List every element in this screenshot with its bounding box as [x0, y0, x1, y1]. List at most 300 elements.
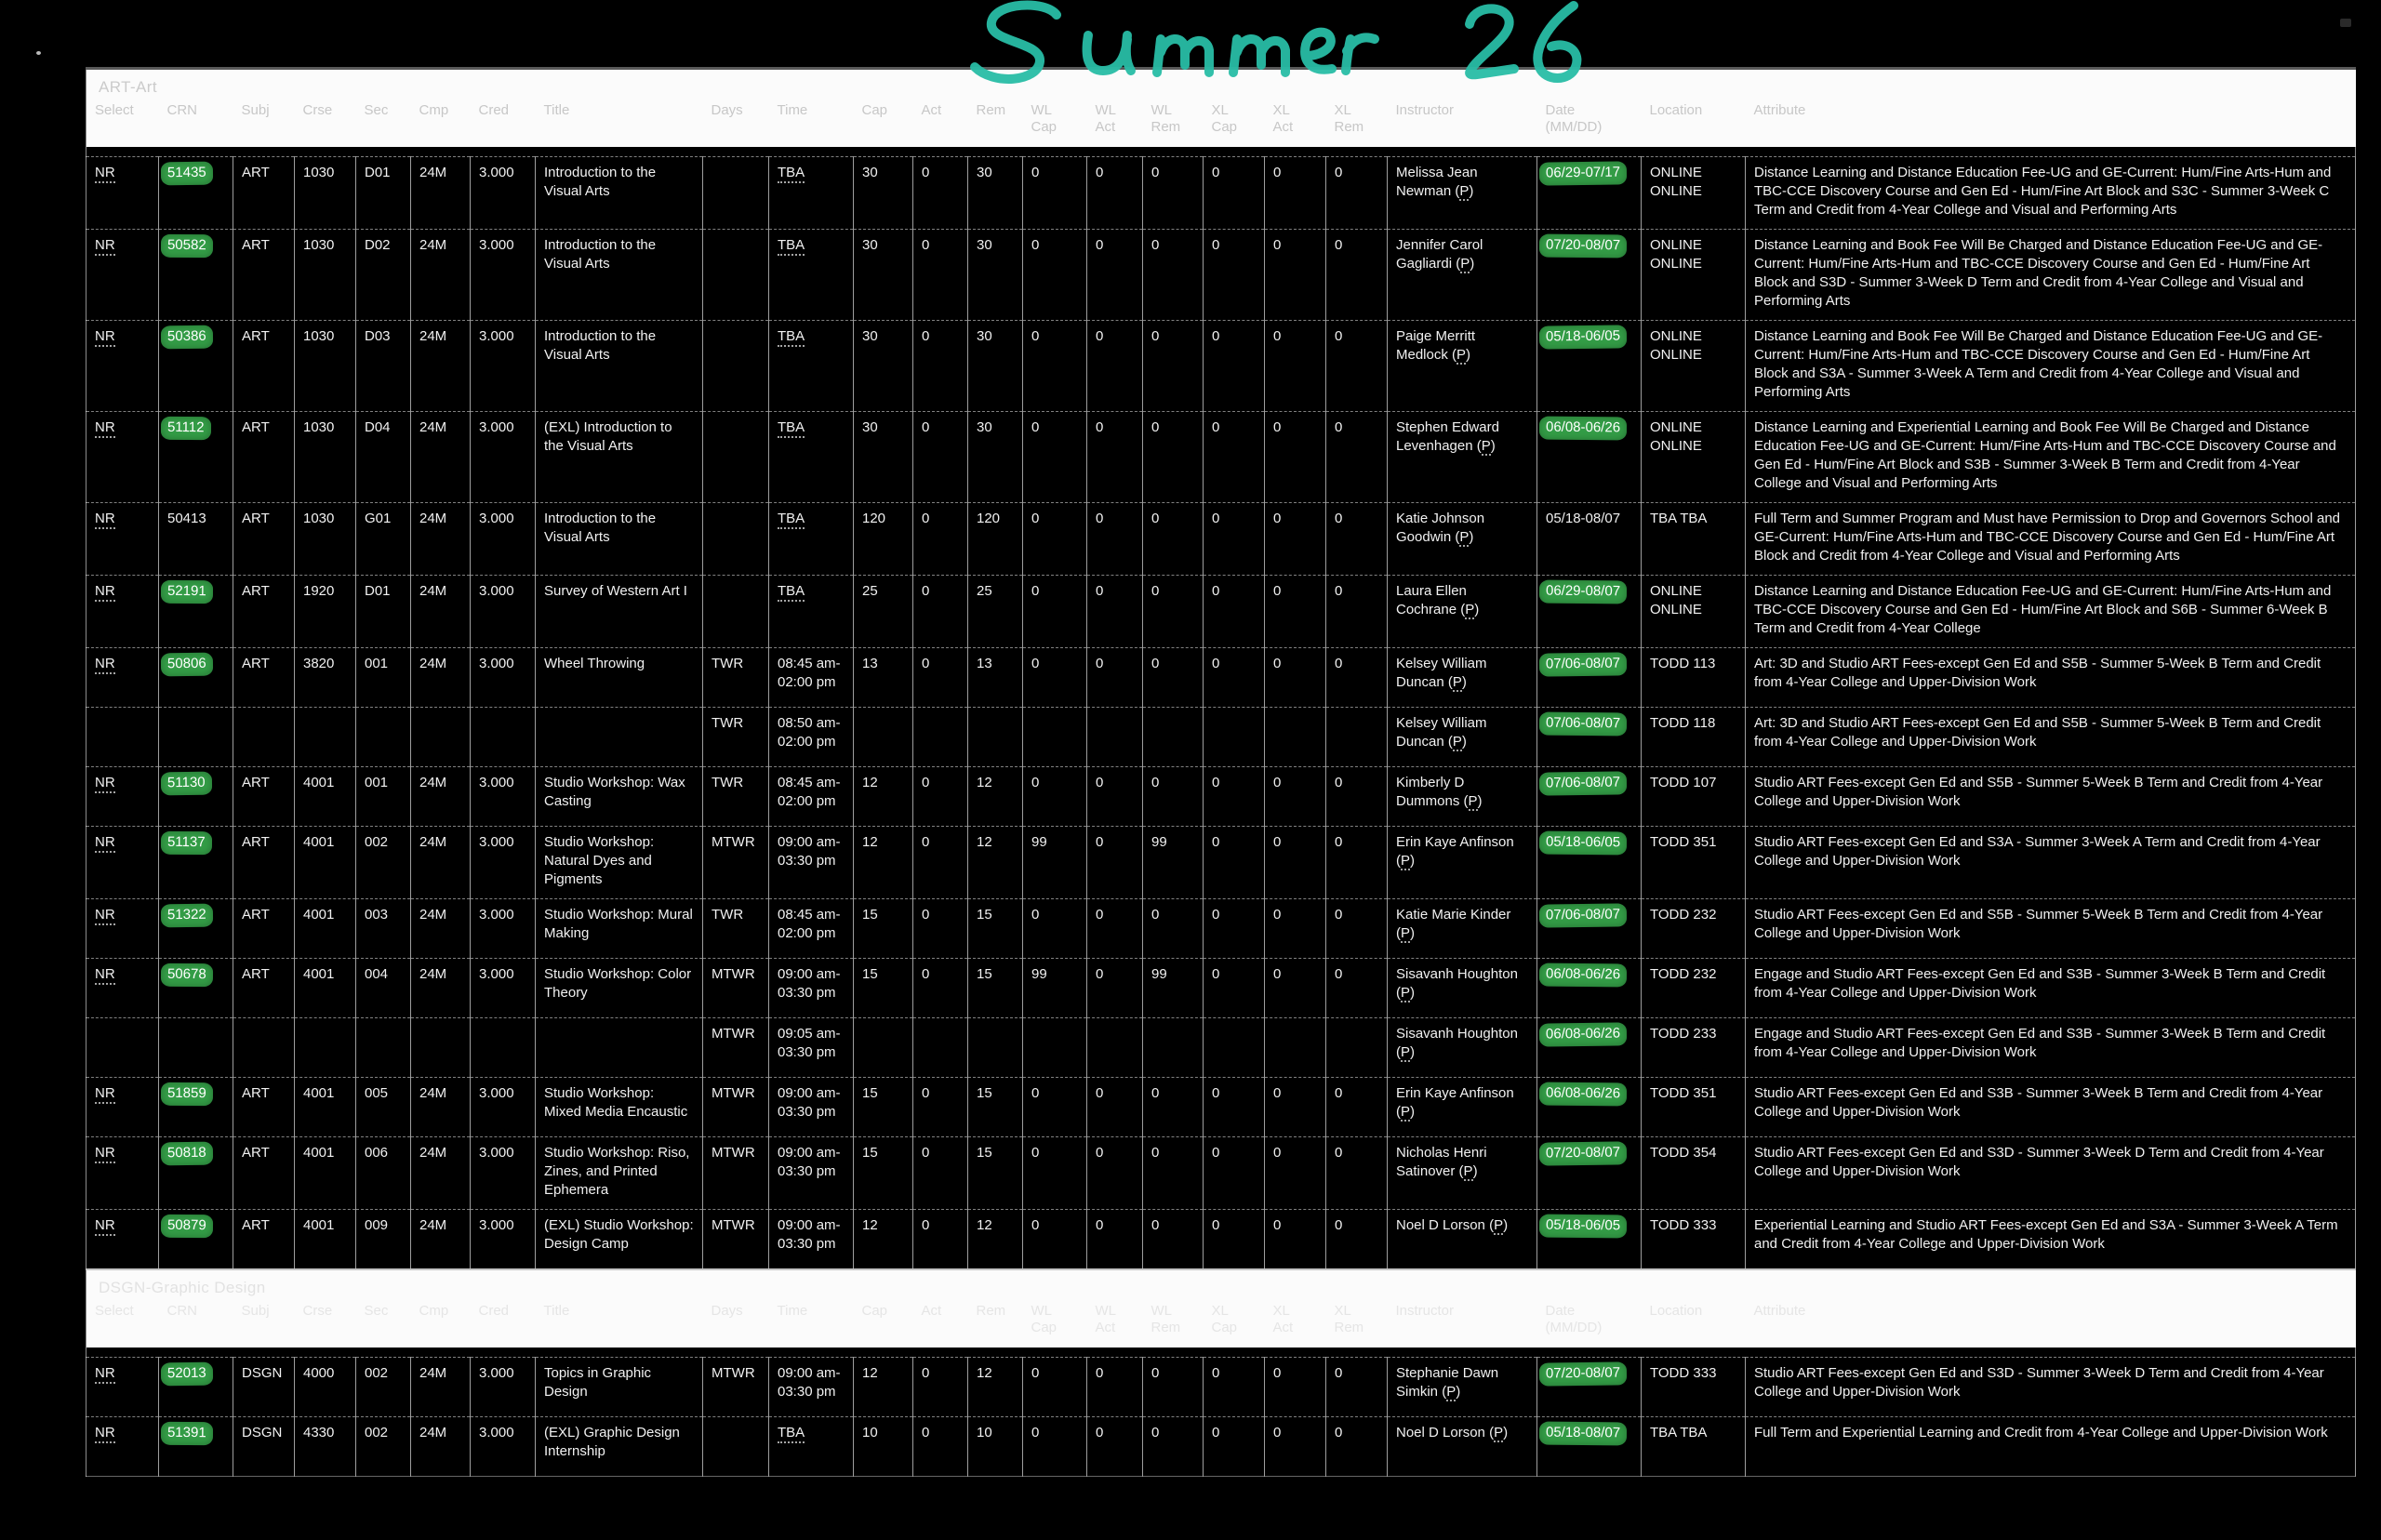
table-row [86, 503, 2356, 576]
cell-rem: 10 [968, 1416, 1023, 1476]
column-header-crn: CRN [159, 97, 233, 147]
column-header-xl_act: XL Act [1265, 97, 1326, 147]
cell-wl_act: 0 [1087, 899, 1143, 959]
cell-days: TWR [703, 708, 769, 767]
cell-time: 09:00 am-03:30 pm [769, 1137, 854, 1210]
cell-sec: 002 [356, 827, 411, 899]
cell-xl_cap: 0 [1204, 648, 1265, 708]
column-header-cred: Cred [471, 1297, 536, 1348]
cell-location: TODD 113 [1642, 648, 1746, 708]
cell-attribute: Studio ART Fees-except Gen Ed and S3D - Summer 3-Week D Term and Credit from 4-Year College and Upper-Division Work [1746, 1137, 2356, 1210]
cell-subj: ART [233, 1137, 295, 1210]
date-highlighted: 06/29-07/17 [1539, 161, 1627, 185]
cell-rem [968, 708, 1023, 767]
column-header-cred: Cred [471, 97, 536, 147]
cell-title: Studio Workshop: Natural Dyes and Pigments [536, 827, 703, 899]
date-highlighted: 07/06-08/07 [1539, 652, 1627, 676]
cell-cap: 15 [854, 1137, 913, 1210]
cell-crn [159, 708, 233, 767]
cell-cap: 25 [854, 576, 913, 648]
crn-highlighted: 50818 [161, 1142, 213, 1166]
date-highlighted: 06/08-06/26 [1539, 963, 1627, 988]
cell-instructor: Stephen Edward Levenhagen (P) [1388, 412, 1537, 503]
cell-act: 0 [913, 648, 968, 708]
cell-location: TODD 232 [1642, 959, 1746, 1018]
primary-instructor-indicator: P [1401, 925, 1411, 941]
cell-instructor: Noel D Lorson (P) [1388, 1416, 1537, 1476]
select-link[interactable]: NR [95, 237, 115, 256]
cell-wl_act: 0 [1087, 230, 1143, 321]
cell-instructor: Jennifer Carol Gagliardi (P) [1388, 230, 1537, 321]
cell-act: 0 [913, 959, 968, 1018]
cell-sec: G01 [356, 503, 411, 576]
cell-cmp [411, 1018, 471, 1078]
cell-crn [159, 899, 233, 959]
cell-attribute: Studio ART Fees-except Gen Ed and S3B - Summer 3-Week B Term and Credit from 4-Year College and Upper-Division Work [1746, 1078, 2356, 1137]
date-highlighted: 06/08-06/26 [1539, 1082, 1627, 1107]
cell-attribute: Experiential Learning and Studio ART Fees-except Gen Ed and S3A - Summer 3-Week A Term and Credit from 4-Year College and Upper-Division Work [1746, 1210, 2356, 1269]
cell-wl_act: 0 [1087, 412, 1143, 503]
cell-xl_rem: 0 [1326, 1357, 1388, 1416]
cell-cred: 3.000 [471, 412, 536, 503]
cell-crse [295, 708, 356, 767]
cell-instructor: Melissa Jean Newman (P) [1388, 157, 1537, 230]
cell-time [769, 230, 854, 321]
cell-attribute: Distance Learning and Distance Education Fee-UG and GE-Current: Hum/Fine Arts-Hum and TBC-CCE Discovery Course and Gen Ed - Hum/Fine Art Block and S6B - Summer 6-Week B Term and Credit from 4-Year College [1746, 576, 2356, 648]
column-header-subj: Subj [233, 97, 295, 147]
cell-sec: 002 [356, 1357, 411, 1416]
cell-crn [159, 230, 233, 321]
cell-crse: 4330 [295, 1416, 356, 1476]
cell-date [1537, 648, 1642, 708]
cell-title: Studio Workshop: Wax Casting [536, 767, 703, 827]
cell-days [703, 157, 769, 230]
cell-instructor: Noel D Lorson (P) [1388, 1210, 1537, 1269]
cell-wl_cap [1023, 1018, 1087, 1078]
cell-wl_rem: 0 [1143, 576, 1204, 648]
cell-subj: ART [233, 648, 295, 708]
cell-time: 09:00 am-03:30 pm [769, 1078, 854, 1137]
cell-subj: DSGN [233, 1416, 295, 1476]
cell-xl_act: 0 [1265, 1210, 1326, 1269]
primary-instructor-indicator: P [1465, 602, 1475, 617]
cell-wl_cap: 0 [1023, 230, 1087, 321]
column-header-wl_rem: WL Rem [1143, 97, 1204, 147]
primary-instructor-indicator: P [1401, 985, 1411, 1001]
cell-xl_act: 0 [1265, 959, 1326, 1018]
cell-xl_rem: 0 [1326, 576, 1388, 648]
cell-wl_rem: 99 [1143, 959, 1204, 1018]
cell-days: MTWR [703, 1137, 769, 1210]
select-link[interactable]: NR [95, 1145, 115, 1163]
section-gap [86, 147, 2356, 157]
primary-instructor-indicator: P [1494, 1217, 1504, 1233]
crn-highlighted: 51435 [161, 162, 213, 186]
cell-act: 0 [913, 576, 968, 648]
cell-select [86, 708, 159, 767]
crn-highlighted: 52191 [161, 580, 213, 604]
cell-subj: ART [233, 827, 295, 899]
cell-xl_act: 0 [1265, 230, 1326, 321]
cell-location: TBA TBA [1642, 503, 1746, 576]
cell-xl_act: 0 [1265, 576, 1326, 648]
cell-time [769, 576, 854, 648]
cell-crse: 4001 [295, 959, 356, 1018]
column-header-row [86, 97, 2356, 147]
select-link[interactable]: NR [95, 1085, 115, 1104]
cell-wl_cap: 0 [1023, 1210, 1087, 1269]
cell-attribute: Art: 3D and Studio ART Fees-except Gen Ed and S5B - Summer 5-Week B Term and Credit from 4-Year College and Upper-Division Work [1746, 648, 2356, 708]
cell-rem: 15 [968, 1137, 1023, 1210]
column-header-crse: Crse [295, 1297, 356, 1348]
cell-act: 0 [913, 412, 968, 503]
cell-cap: 15 [854, 959, 913, 1018]
cell-xl_act: 0 [1265, 503, 1326, 576]
cell-instructor: Kelsey William Duncan (P) [1388, 648, 1537, 708]
column-header-days: Days [703, 97, 769, 147]
section-title: DSGN-Graphic Design [99, 1278, 266, 1296]
cell-time: 08:45 am-02:00 pm [769, 899, 854, 959]
cell-select [86, 1137, 159, 1210]
cell-location: ONLINE ONLINE [1642, 412, 1746, 503]
cell-act: 0 [913, 1137, 968, 1210]
date-highlighted: 07/06-08/07 [1539, 712, 1627, 737]
cell-time: 08:45 am-02:00 pm [769, 767, 854, 827]
column-header-wl_rem: WL Rem [1143, 1297, 1204, 1348]
cell-wl_act: 0 [1087, 576, 1143, 648]
cell-xl_rem: 0 [1326, 648, 1388, 708]
table-row [86, 708, 2356, 767]
cell-date [1537, 1210, 1642, 1269]
cell-title: Studio Workshop: Mixed Media Encaustic [536, 1078, 703, 1137]
cell-instructor: Erin Kaye Anfinson (P) [1388, 827, 1537, 899]
time-tba: TBA [778, 511, 805, 529]
primary-instructor-indicator: P [1452, 734, 1462, 750]
cell-act [913, 1018, 968, 1078]
cell-xl_rem: 0 [1326, 1416, 1388, 1476]
cell-rem: 12 [968, 767, 1023, 827]
cell-sec: D02 [356, 230, 411, 321]
date-highlighted: 07/20-08/07 [1539, 1361, 1627, 1386]
cell-crn [159, 1416, 233, 1476]
cell-crse: 4001 [295, 1210, 356, 1269]
cell-wl_act: 0 [1087, 157, 1143, 230]
column-header-date: Date (MM/DD) [1537, 1297, 1642, 1348]
cell-select [86, 503, 159, 576]
cell-select [86, 1210, 159, 1269]
cell-rem: 13 [968, 648, 1023, 708]
cell-subj: ART [233, 230, 295, 321]
column-header-rem: Rem [968, 97, 1023, 147]
cell-date [1537, 1078, 1642, 1137]
time-tba: TBA [778, 237, 805, 256]
cell-sec [356, 1018, 411, 1078]
cell-wl_act: 0 [1087, 959, 1143, 1018]
cell-date [1537, 899, 1642, 959]
table-row [86, 767, 2356, 827]
cell-title: Introduction to the Visual Arts [536, 230, 703, 321]
primary-instructor-indicator: P [1481, 438, 1491, 454]
cell-cred: 3.000 [471, 1210, 536, 1269]
cell-subj: ART [233, 959, 295, 1018]
cell-location: TODD 351 [1642, 827, 1746, 899]
cell-instructor: Stephanie Dawn Simkin (P) [1388, 1357, 1537, 1416]
cell-cmp: 24M [411, 648, 471, 708]
cell-attribute: Distance Learning and Book Fee Will Be Charged and Distance Education Fee-UG and GE-Current: Hum/Fine Arts-Hum and TBC-CCE Discovery Course and Gen Ed - Hum/Fine Art Block and S3A - Summer 3-Week A Term and Credit from 4-Year College and Visual and Performing Arts [1746, 321, 2356, 412]
cell-instructor: Laura Ellen Cochrane (P) [1388, 576, 1537, 648]
cell-xl_act: 0 [1265, 1357, 1326, 1416]
select-link[interactable]: NR [95, 834, 115, 853]
cell-wl_rem [1143, 1018, 1204, 1078]
primary-instructor-indicator: P [1494, 1424, 1504, 1440]
column-header-instructor: Instructor [1388, 1297, 1537, 1348]
cell-subj: ART [233, 157, 295, 230]
cell-sec: 001 [356, 767, 411, 827]
cell-days: MTWR [703, 1078, 769, 1137]
cell-cred: 3.000 [471, 648, 536, 708]
cell-xl_rem: 0 [1326, 1137, 1388, 1210]
cell-days: MTWR [703, 1357, 769, 1416]
marker-handwriting-icon [967, 0, 1600, 86]
cell-crse: 1030 [295, 412, 356, 503]
column-header-wl_cap: WL Cap [1023, 1297, 1087, 1348]
primary-instructor-indicator: P [1457, 347, 1467, 363]
cell-rem: 30 [968, 412, 1023, 503]
cell-act [913, 708, 968, 767]
cell-wl_rem: 0 [1143, 1137, 1204, 1210]
cell-xl_act: 0 [1265, 157, 1326, 230]
cell-attribute: Studio ART Fees-except Gen Ed and S5B - Summer 5-Week B Term and Credit from 4-Year College and Upper-Division Work [1746, 767, 2356, 827]
select-link[interactable]: NR [95, 328, 115, 347]
cell-act: 0 [913, 157, 968, 230]
cell-crn [159, 157, 233, 230]
cell-location: TODD 351 [1642, 1078, 1746, 1137]
column-header-time: Time [769, 97, 854, 147]
cell-date [1537, 412, 1642, 503]
cell-select [86, 1018, 159, 1078]
select-link[interactable]: NR [95, 419, 115, 438]
cell-sec: D01 [356, 576, 411, 648]
cell-wl_rem: 0 [1143, 648, 1204, 708]
cell-days [703, 1416, 769, 1476]
section-band [86, 1269, 2356, 1297]
cell-title: Introduction to the Visual Arts [536, 157, 703, 230]
date-value: 05/18-08/07 [1546, 511, 1621, 526]
column-header-xl_cap: XL Cap [1204, 97, 1265, 147]
cell-cred: 3.000 [471, 1137, 536, 1210]
select-link[interactable]: NR [95, 583, 115, 602]
cell-location: TODD 118 [1642, 708, 1746, 767]
cell-instructor: Kimberly D Dummons (P) [1388, 767, 1537, 827]
cell-act: 0 [913, 767, 968, 827]
cell-time: 09:00 am-03:30 pm [769, 959, 854, 1018]
cell-sec: 004 [356, 959, 411, 1018]
cell-rem: 12 [968, 827, 1023, 899]
cell-cap: 30 [854, 412, 913, 503]
cell-act: 0 [913, 1357, 968, 1416]
column-header-row [86, 1297, 2356, 1348]
cell-sec: 005 [356, 1078, 411, 1137]
cell-cmp: 24M [411, 1416, 471, 1476]
time-tba: TBA [778, 1425, 805, 1443]
cell-cap: 120 [854, 503, 913, 576]
cell-attribute: Studio ART Fees-except Gen Ed and S5B - Summer 5-Week B Term and Credit from 4-Year College and Upper-Division Work [1746, 899, 2356, 959]
cell-title: Studio Workshop: Color Theory [536, 959, 703, 1018]
column-header-crn: CRN [159, 1297, 233, 1348]
crn-highlighted: 52013 [161, 1361, 213, 1386]
cell-wl_act: 0 [1087, 1137, 1143, 1210]
cell-wl_cap: 0 [1023, 767, 1087, 827]
cell-cred [471, 1018, 536, 1078]
select-link[interactable]: NR [95, 656, 115, 674]
cell-crn [159, 767, 233, 827]
select-link[interactable]: NR [95, 907, 115, 925]
cell-days [703, 412, 769, 503]
cell-cap: 12 [854, 1210, 913, 1269]
cell-title: Wheel Throwing [536, 648, 703, 708]
cell-wl_cap: 0 [1023, 576, 1087, 648]
date-highlighted: 05/18-06/05 [1539, 1215, 1627, 1239]
cell-date [1537, 1416, 1642, 1476]
cell-cap: 12 [854, 827, 913, 899]
cell-xl_rem: 0 [1326, 157, 1388, 230]
column-header-date: Date (MM/DD) [1537, 97, 1642, 147]
cell-title: Survey of Western Art I [536, 576, 703, 648]
cell-wl_act [1087, 708, 1143, 767]
cell-cmp [411, 708, 471, 767]
cell-subj: ART [233, 412, 295, 503]
cell-crn [159, 1357, 233, 1416]
date-highlighted: 06/08-06/26 [1539, 1022, 1627, 1046]
cell-xl_rem: 0 [1326, 1078, 1388, 1137]
select-link[interactable]: NR [95, 1365, 115, 1384]
cell-cmp: 24M [411, 321, 471, 412]
cell-wl_rem: 0 [1143, 503, 1204, 576]
cell-attribute: Distance Learning and Experiential Learning and Book Fee Will Be Charged and Distance Education Fee-UG and GE-Current: Hum/Fine Arts-Hum and TBC-CCE Discovery Course and Gen Ed - Hum/Fine Art Block and S3B - Summer 3-Week B Term and Credit from 4-Year College and Visual and Performing Arts [1746, 412, 2356, 503]
cell-select [86, 1357, 159, 1416]
cell-crn [159, 321, 233, 412]
cell-sec [356, 708, 411, 767]
time-tba: TBA [778, 328, 805, 347]
cell-cmp: 24M [411, 503, 471, 576]
table-row [86, 576, 2356, 648]
cell-subj: ART [233, 576, 295, 648]
cell-wl_cap: 0 [1023, 1137, 1087, 1210]
crn-highlighted: 50806 [161, 653, 213, 677]
cell-rem: 15 [968, 899, 1023, 959]
cell-crn [159, 1210, 233, 1269]
cell-xl_act: 0 [1265, 412, 1326, 503]
cell-cred: 3.000 [471, 899, 536, 959]
cell-crn [159, 412, 233, 503]
cell-date [1537, 230, 1642, 321]
table-row [86, 1210, 2356, 1269]
select-link[interactable]: NR [95, 966, 115, 985]
cell-location: TODD 232 [1642, 899, 1746, 959]
cell-wl_act: 0 [1087, 1357, 1143, 1416]
select-link[interactable]: NR [95, 775, 115, 793]
cell-xl_cap: 0 [1204, 1416, 1265, 1476]
cell-instructor: Nicholas Henri Satinover (P) [1388, 1137, 1537, 1210]
cell-sec: D01 [356, 157, 411, 230]
crn-value: 50413 [167, 511, 206, 526]
cell-attribute: Full Term and Summer Program and Must have Permission to Drop and Governors School and GE-Current: Hum/Fine Arts-Hum and TBC-CCE Discovery Course and Gen Ed - Hum/Fine Art Block and Credit from 4-Year College and Visual and Performing Arts [1746, 503, 2356, 576]
cell-date [1537, 767, 1642, 827]
cell-title: Introduction to the Visual Arts [536, 321, 703, 412]
cell-xl_cap [1204, 708, 1265, 767]
column-header-title: Title [536, 1297, 703, 1348]
cell-wl_rem: 0 [1143, 767, 1204, 827]
cell-select [86, 321, 159, 412]
cell-wl_act: 0 [1087, 648, 1143, 708]
crn-highlighted: 50582 [161, 234, 213, 258]
cell-days: MTWR [703, 1018, 769, 1078]
column-header-attribute: Attribute [1746, 1297, 2356, 1348]
select-link[interactable]: NR [95, 511, 115, 529]
cell-cmp: 24M [411, 230, 471, 321]
cell-wl_act: 0 [1087, 767, 1143, 827]
cell-subj: ART [233, 503, 295, 576]
cell-days: MTWR [703, 959, 769, 1018]
cell-location: ONLINE ONLINE [1642, 576, 1746, 648]
column-header-crse: Crse [295, 97, 356, 147]
cell-instructor: Katie Marie Kinder (P) [1388, 899, 1537, 959]
cell-xl_cap: 0 [1204, 959, 1265, 1018]
cell-rem [968, 1018, 1023, 1078]
cell-wl_act: 0 [1087, 1078, 1143, 1137]
cell-attribute: Art: 3D and Studio ART Fees-except Gen Ed and S5B - Summer 5-Week B Term and Credit from 4-Year College and Upper-Division Work [1746, 708, 2356, 767]
cell-days [703, 230, 769, 321]
cell-wl_cap: 0 [1023, 1357, 1087, 1416]
cell-xl_act [1265, 1018, 1326, 1078]
select-link[interactable]: NR [95, 1425, 115, 1443]
cell-wl_act: 0 [1087, 503, 1143, 576]
cell-attribute: Studio ART Fees-except Gen Ed and S3A - Summer 3-Week A Term and Credit from 4-Year College and Upper-Division Work [1746, 827, 2356, 899]
cell-cred: 3.000 [471, 1416, 536, 1476]
cell-act: 0 [913, 1416, 968, 1476]
select-link[interactable]: NR [95, 1217, 115, 1236]
cell-cap: 12 [854, 767, 913, 827]
cell-title: Studio Workshop: Mural Making [536, 899, 703, 959]
cell-title: (EXL) Graphic Design Internship [536, 1416, 703, 1476]
cell-location: ONLINE ONLINE [1642, 157, 1746, 230]
section [86, 1269, 2356, 1477]
column-header-subj: Subj [233, 1297, 295, 1348]
cell-select [86, 1078, 159, 1137]
cell-cmp: 24M [411, 576, 471, 648]
cell-select [86, 899, 159, 959]
cell-wl_act: 0 [1087, 827, 1143, 899]
cell-crse: 4001 [295, 899, 356, 959]
table-row [86, 1018, 2356, 1078]
column-header-instructor: Instructor [1388, 97, 1537, 147]
date-highlighted: 07/20-08/07 [1539, 234, 1627, 259]
cell-act: 0 [913, 503, 968, 576]
cell-crse: 1030 [295, 321, 356, 412]
cell-date [1537, 157, 1642, 230]
cell-crse: 1030 [295, 157, 356, 230]
cell-xl_cap: 0 [1204, 412, 1265, 503]
cell-date [1537, 1137, 1642, 1210]
cell-location: TODD 333 [1642, 1210, 1746, 1269]
select-link[interactable]: NR [95, 165, 115, 183]
cell-attribute: Studio ART Fees-except Gen Ed and S3D - Summer 3-Week D Term and Credit from 4-Year College and Upper-Division Work [1746, 1357, 2356, 1416]
cell-cmp: 24M [411, 899, 471, 959]
cell-date [1537, 827, 1642, 899]
cell-date [1537, 503, 1642, 576]
cell-subj: DSGN [233, 1357, 295, 1416]
cell-date [1537, 576, 1642, 648]
